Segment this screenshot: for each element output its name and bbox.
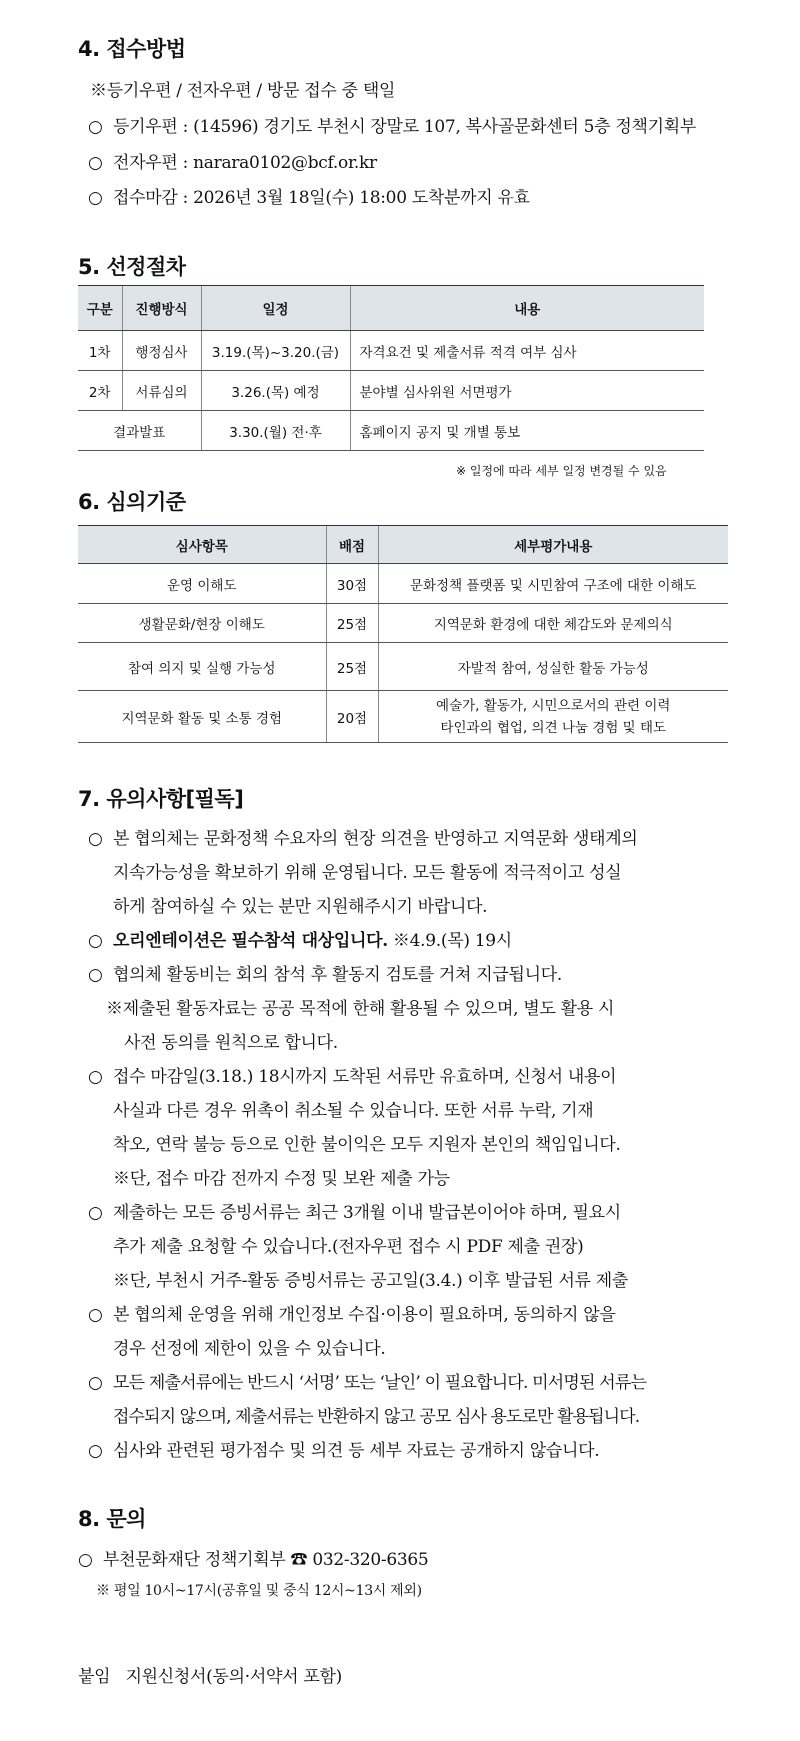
table-row: 생활문화/현장 이해도 25점 지역문화 환경에 대한 체감도와 문제의식 xyxy=(78,604,728,643)
col-header: 일정 xyxy=(201,286,350,331)
attachment-line xyxy=(78,1662,342,1687)
table-row: 1차 행정심사 3.19.(목)~3.20.(금) 자격요건 및 제출서류 적격 여부 심사 xyxy=(78,331,704,371)
notice-item-1-cont: 지속가능성을 확보하기 위해 운영됩니다. 모든 활동에 적극적이고 성실 xyxy=(113,863,622,883)
notice-item-7-cont: 접수되지 않으며, 제출서류는 반환하지 않고 공모 심사 용도로만 활용됩니다. xyxy=(113,1407,640,1427)
table-row: 운영 이해도 30점 문화정책 플랫폼 및 시민참여 구조에 대한 이해도 xyxy=(78,564,728,604)
table-row: 2차 서류심의 3.26.(목) 예정 분야별 심사위원 서면평가 xyxy=(78,371,704,411)
section-8-title: 8. 문의 xyxy=(78,1507,146,1531)
notice-item-2: ○ 오리엔테이션은 필수참석 대상입니다. ※4.9.(목) 19시 xyxy=(88,931,512,951)
section-4-title: 4. 접수방법 xyxy=(78,37,186,61)
section-6-title: 6. 심의기준 xyxy=(78,490,186,514)
notice-item-1-cont: 하게 참여하실 수 있는 분만 지원해주시기 바랍니다. xyxy=(113,897,488,917)
notice-item-4: ○ 접수 마감일(3.18.) 18시까지 도착된 서류만 유효하며, 신청서 내용이 xyxy=(88,1067,617,1087)
col-header: 세부평가내용 xyxy=(378,526,728,564)
selection-process-table xyxy=(78,285,704,451)
table-header-row xyxy=(78,526,728,564)
s4-item-email: ○ 전자우편 : narara0102@bcf.or.kr xyxy=(88,153,377,173)
s4-item-deadline: ○ 접수마감 : 2026년 3월 18일(수) 18:00 도착분까지 유효 xyxy=(88,188,530,208)
notice-item-3-note: ※제출된 활동자료는 공공 목적에 한해 활용될 수 있으며, 별도 활용 시 xyxy=(106,999,615,1019)
s4-note: ※등기우편 / 전자우편 / 방문 접수 중 택일 xyxy=(90,81,396,101)
attachment-value: 지원신청서(동의·서약서 포함) xyxy=(125,1667,342,1687)
section-5-title: 5. 선정절차 xyxy=(78,255,186,279)
notice-item-7: ○ 모든 제출서류에는 반드시 ‘서명’ 또는 ‘날인’ 이 필요합니다. 미서명된 서류는 xyxy=(88,1373,647,1393)
contact-line: ○ 부천문화재단 정책기획부 ☎ 032-320-6365 xyxy=(78,1550,429,1570)
notice-item-5: ○ 제출하는 모든 증빙서류는 최근 3개월 이내 발급본이어야 하며, 필요시 xyxy=(88,1203,621,1223)
notice-item-4-cont: 사실과 다른 경우 위촉이 취소될 수 있습니다. 또한 서류 누락, 기재 xyxy=(113,1101,594,1121)
notice-item-6: ○ 본 협의체 운영을 위해 개인정보 수집·이용이 필요하며, 동의하지 않을 xyxy=(88,1305,616,1325)
s4-item-mail: ○ 등기우편 : (14596) 경기도 부천시 장말로 107, 복사골문화센터 5층 정책기획부 xyxy=(88,117,696,137)
col-header: 내용 xyxy=(350,286,704,331)
notice-item-4-cont: 착오, 연락 불능 등으로 인한 불이익은 모두 지원자 본인의 책임입니다. xyxy=(113,1135,621,1155)
notice-item-5-note: ※단, 부천시 거주-활동 증빙서류는 공고일(3.4.) 이후 발급된 서류 제출 xyxy=(113,1271,629,1291)
attachment-label: 붙임 xyxy=(78,1667,111,1687)
schedule-note: ※ 일정에 따라 세부 일정 변경될 수 있음 xyxy=(456,464,667,478)
notice-item-5-cont: 추가 제출 요청할 수 있습니다.(전자우편 접수 시 PDF 제출 권장) xyxy=(113,1237,584,1257)
col-header: 진행방식 xyxy=(122,286,201,331)
col-header: 구분 xyxy=(78,286,122,331)
notice-item-8: ○ 심사와 관련된 평가점수 및 의견 등 세부 자료는 공개하지 않습니다. xyxy=(88,1441,600,1461)
col-header: 심사항목 xyxy=(78,526,326,564)
table-row: 참여 의지 및 실행 가능성 25점 자발적 참여, 성실한 활동 가능성 xyxy=(78,643,728,691)
col-header: 배점 xyxy=(326,526,378,564)
table-row: 지역문화 활동 및 소통 경험 20점 예술가, 활동가, 시민으로서의 관련 이력 타인과의 협업, 의견 나눔 경험 및 태도 xyxy=(78,691,728,743)
notice-item-1: ○ 본 협의체는 문화정책 수요자의 현장 의견을 반영하고 지역문화 생태계의 xyxy=(88,829,638,849)
section-7-title: 7. 유의사항[필독] xyxy=(78,787,244,811)
table-row-result: 결과발표 3.30.(월) 전·후 홈페이지 공지 및 개별 통보 xyxy=(78,411,704,451)
notice-item-3-note: 사전 동의를 원칙으로 합니다. xyxy=(124,1033,338,1053)
table-header-row xyxy=(78,286,704,331)
notice-item-4-note: ※단, 접수 마감 전까지 수정 및 보완 제출 가능 xyxy=(113,1169,450,1189)
notice-item-6-cont: 경우 선정에 제한이 있을 수 있습니다. xyxy=(113,1339,386,1359)
contact-hours: ※ 평일 10시~17시(공휴일 및 중식 12시~13시 제외) xyxy=(96,1583,422,1599)
notice-item-3: ○ 협의체 활동비는 회의 참석 후 활동지 검토를 거쳐 지급됩니다. xyxy=(88,965,562,985)
evaluation-criteria-table xyxy=(78,525,728,743)
